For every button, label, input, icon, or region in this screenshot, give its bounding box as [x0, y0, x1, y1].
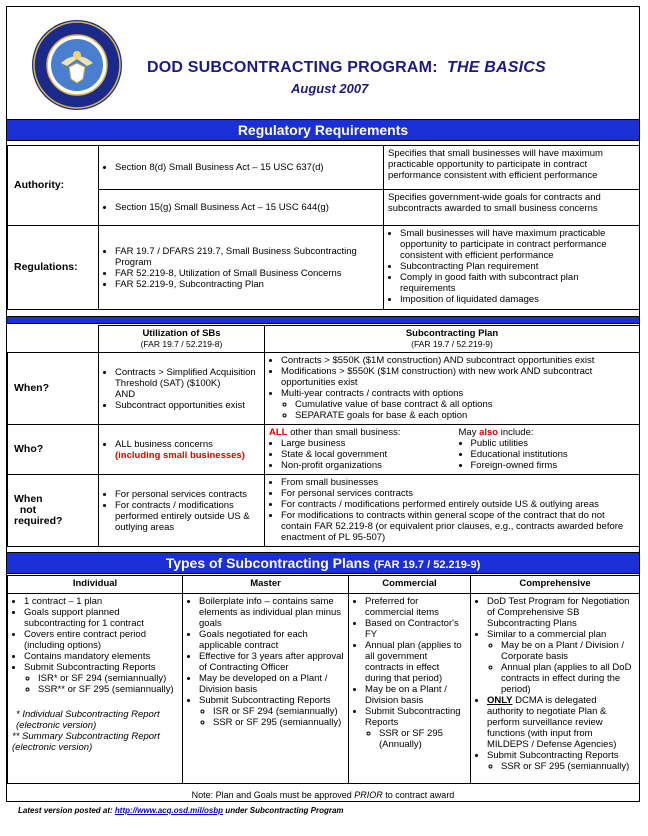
header [7, 7, 639, 117]
who-label: Who? [8, 425, 99, 475]
individual-plan: • 1 contract – 1 plan • Goals support planned subcontracting for 1 contract • Covers entire contract period (including options) • Contains mandatory elements • Submit Subcontracting Reports ◦ ISR* or SF 294 (semiannually) ◦ SSR** or SF 295 (semiannually) * Individual Subcontracting Report (electronic version) ** Summary Subcontracting Report (electronic version) [8, 594, 183, 784]
footer: Latest version posted at: http://www.acq.osd.mil/osbp under Subcontracting Program [18, 806, 344, 815]
regulations-list: • FAR 19.7 / DFARS 219.7, Small Business Subcontracting Program • FAR 52.219-8, Utilization of Small Business Concerns • FAR 52.219-9, Subcontracting Plan [99, 226, 384, 310]
header-individual: Individual [8, 576, 183, 594]
who-subcontracting-also: May also include: • Public utilities • Educational institutions • Foreign-owned firms [455, 425, 640, 475]
authority-label: Authority: [8, 146, 99, 226]
commercial-plan: • Preferred for commercial items • Based on Contractor's FY • Annual plan (applies to all government contracts in effect during that period) • May be on a Plant / Division basis • Submit Subcontracting Reports ◦ SSR or SF 295 (Annually) [349, 594, 471, 784]
separator-band [7, 316, 639, 324]
dod-seal-icon [31, 19, 123, 111]
subcontracting-plan-header: Subcontracting Plan (FAR 19.7 / 52.219-9) [265, 326, 640, 353]
who-utilization: • ALL business concerns (including small businesses) [99, 425, 265, 475]
authority-item-1: • Section 8(d) Small Business Act – 15 USC 637(d) [99, 146, 384, 190]
footnote-isr: * Individual Subcontracting Report (electronic version) [16, 709, 160, 731]
not-required-subcontracting: • From small businesses • For personal services contracts • For contracts / modifications performed entirely outside US & outlying areas • For modifications to contracts within general scope of the contract that do not contain FAR 52.219-8 (or equivalent prior clauses, e.g., contracts awarded before enactment of PL 95-507) [265, 475, 640, 547]
regulatory-table [7, 145, 640, 310]
who-subcontracting-all: ALL other than small business: • Large business • State & local government • Non-profit organizations [265, 425, 455, 475]
osbp-link[interactable]: http://www.acq.osd.mil/osbp [114, 806, 224, 815]
not-required-label: When not required? [8, 475, 99, 547]
header-commercial: Commercial [349, 576, 471, 594]
master-plan: • Boilerplate info – contains same elements as individual plan minus goals • Goals negotiated for each applicable contract • Effective for 3 years after approval of Contracting Officer • May be developed on a Plant / Division basis • Submit Subcontracting Reports ◦ ISR or SF 294 (semiannually) ◦ SSR or SF 295 (semiannually) [183, 594, 349, 784]
utilization-header: Utilization of SBs (FAR 19.7 / 52.219-8) [99, 326, 265, 353]
when-label: When? [8, 353, 99, 425]
footnote-ssr: ** Summary Subcontracting Report (electronic version) [12, 731, 160, 753]
page-date: August 2007 [291, 81, 369, 96]
document-frame [6, 6, 640, 802]
authority-desc-2: Specifies government-wide goals for contracts and subcontracts awarded to small business concerns [384, 190, 640, 226]
utilization-table [7, 325, 640, 547]
comprehensive-plan: • DoD Test Program for Negotiation of Comprehensive SB Subcontracting Plans • Similar to a commercial plan ◦ May be on a Plant / Division / Corporate basis ◦ Annual plan (applies to all DoD contracts in effect during the period) • ONLY DCMA is delegated authority to negotiate Plan & perform surveillance review functions (with input from MILDEPS / Defense Agencies) • Submit Subcontracting Reports ◦ SSR or SF 295 (semiannually) [471, 594, 640, 784]
when-subcontracting: • Contracts > $550K ($1M construction) AND subcontract opportunities exist • Modifications > $550K ($1M construction) with new work AND subcontract opportunities exist • Multi-year contracts / contracts with options ◦ Cumulative value of base contract & all options ◦ SEPARATE goals for base & each option [265, 353, 640, 425]
when-utilization: • Contracts > Simplified Acquisition Threshold (SAT) ($100K) AND • Subcontract opportunities exist [99, 353, 265, 425]
regulations-label: Regulations: [8, 226, 99, 310]
types-band: Types of Subcontracting Plans (FAR 19.7 / 52.219-9) [7, 552, 639, 574]
approval-note: Note: Plan and Goals must be approved PRIOR to contract award [191, 790, 455, 800]
not-required-utilization: • For personal services contracts • For contracts / modifications performed entirely outside US & outlying areas [99, 475, 265, 547]
authority-desc-1: Specifies that small businesses will have maximum practicable opportunity to participate in contract performance consistent with efficient performance [384, 146, 640, 190]
page-title: DOD SUBCONTRACTING PROGRAM: THE BASICS [147, 59, 546, 76]
regulatory-band: Regulatory Requirements [7, 119, 639, 141]
regulations-desc-list: • Small businesses will have maximum practicable opportunity to participate in contract performance consistent with efficient performance • Subcontracting Plan requirement • Comply in good faith with subcontract plan requirements • Imposition of liquidated damages [384, 226, 640, 310]
authority-item-2: • Section 15(g) Small Business Act – 15 USC 644(g) [99, 190, 384, 226]
header-comprehensive: Comprehensive [471, 576, 640, 594]
plan-types-table [7, 575, 640, 784]
header-master: Master [183, 576, 349, 594]
